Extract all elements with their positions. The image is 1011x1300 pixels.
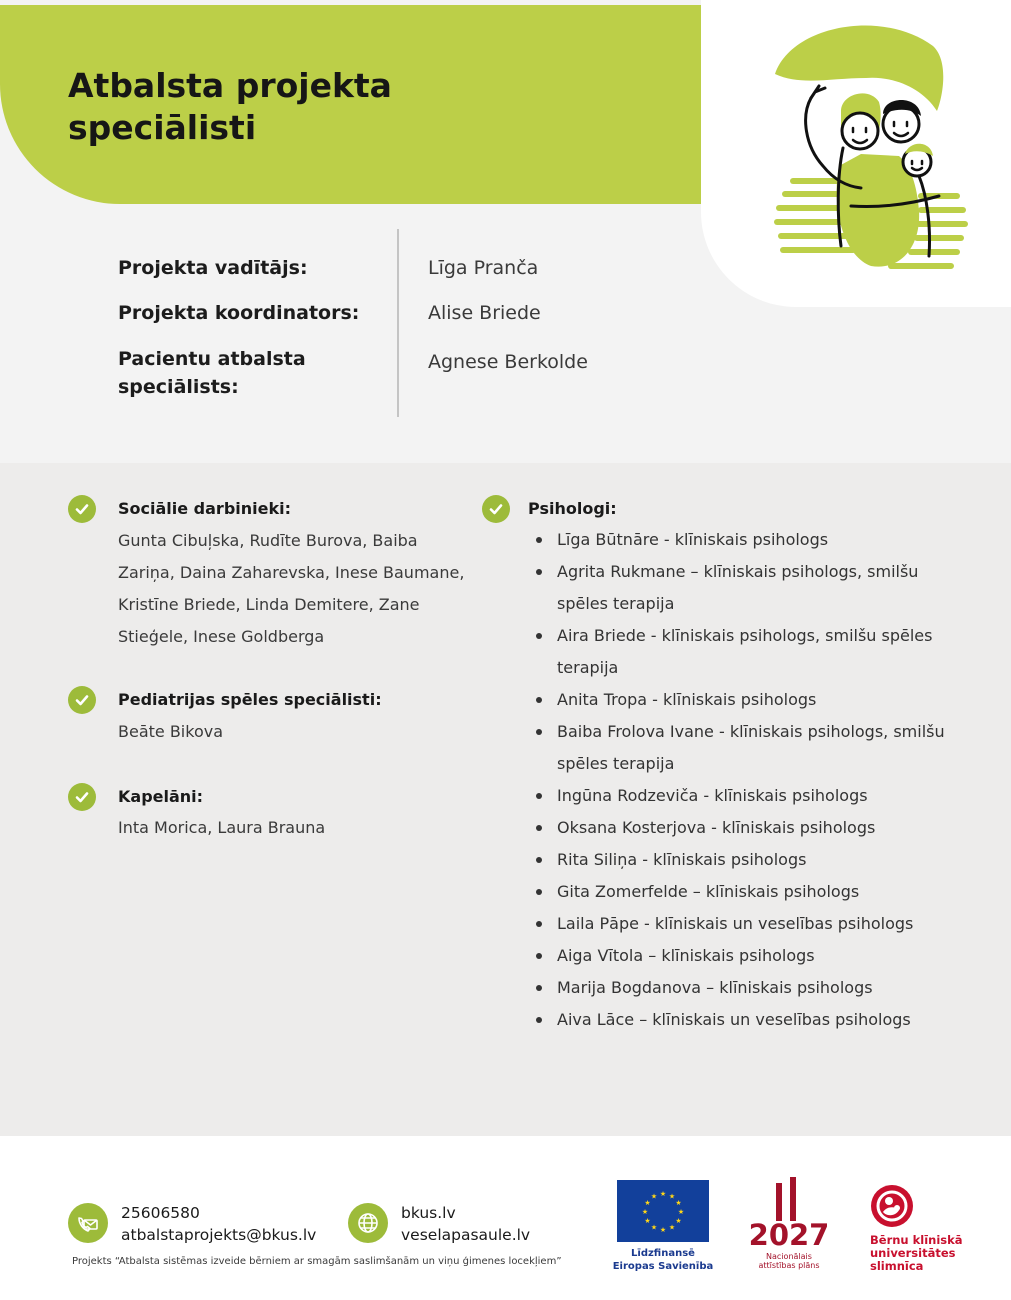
svg-text:★: ★ [659, 1226, 667, 1234]
psychologists-heading: Psihologi: [528, 499, 617, 518]
list-item: Marija Bogdanova – klīniskais psihologs [530, 972, 970, 1004]
list-item: Anita Tropa - klīniskais psihologs [530, 684, 970, 716]
hospital-logo [870, 1184, 914, 1228]
list-item: Baiba Frolova Ivane - klīniskais psihologs, smilšu spēles terapija [530, 716, 970, 780]
eu-caption-line1: Līdzfinansē [631, 1248, 695, 1259]
national-plan-caption-line1: Nacionālais [766, 1252, 812, 1261]
family-umbrella-illustration [771, 16, 971, 281]
phone-mail-icon [68, 1203, 108, 1243]
check-icon [68, 686, 96, 714]
eu-caption-line2: Eiropas Savienība [612, 1261, 714, 1272]
play-specialists-names: Beāte Bikova [118, 722, 224, 741]
hospital-name-line2: universitātes [870, 1246, 956, 1260]
svg-text:★: ★ [668, 1192, 676, 1201]
check-icon [68, 783, 96, 811]
list-item: Gita Zomerfelde – klīniskais psihologs [530, 876, 970, 908]
list-item: Aiva Lāce – klīniskais un veselības psihologs [530, 1004, 970, 1036]
svg-text:★: ★ [675, 1199, 682, 1207]
svg-text:★: ★ [668, 1223, 676, 1232]
role-value-support: Agnese Berkolde [428, 351, 588, 373]
list-item: Aiga Vītola – klīniskais psihologs [530, 940, 970, 972]
role-value-leader: Līga Pranča [428, 257, 539, 279]
svg-text:★: ★ [650, 1223, 658, 1232]
chaplains-names: Inta Morica, Laura Brauna [118, 818, 326, 837]
svg-text:★: ★ [675, 1217, 682, 1225]
svg-text:★: ★ [677, 1208, 685, 1216]
national-plan-logo [772, 1177, 802, 1221]
check-icon [482, 495, 510, 523]
role-value-coordinator: Alise Briede [428, 302, 541, 324]
hospital-name-line3: slimnīca [870, 1259, 924, 1273]
project-note: Projekts “Atbalsta sistēmas izveide bērniem ar smagām saslimšanām un viņu ģimenes locekļiem” [72, 1256, 562, 1267]
eu-flag-logo [617, 1180, 709, 1242]
footer-phone[interactable]: 25606580 [121, 1204, 200, 1222]
role-divider [397, 229, 399, 417]
role-label-coordinator: Projekta koordinators: [118, 302, 360, 324]
eu-caption [600, 1247, 726, 1273]
footer-website-veselapasaule[interactable]: veselapasaule.lv [401, 1226, 531, 1244]
national-plan-caption [745, 1252, 833, 1270]
national-plan-year: 2027 [748, 1218, 830, 1252]
play-specialists-heading: Pediatrijas spēles speciālisti: [118, 690, 382, 709]
national-plan-caption-line2: attīstības plāns [758, 1261, 820, 1270]
svg-text:★: ★ [644, 1217, 651, 1225]
page-title: Atbalsta projekta speciālisti [68, 66, 392, 147]
list-item: Ingūna Rodzeviča - klīniskais psihologs [530, 780, 970, 812]
list-item: Līga Būtnāre - klīniskais psihologs [530, 524, 970, 556]
hospital-name [870, 1234, 980, 1273]
list-item: Rita Siliņa - klīniskais psihologs [530, 844, 970, 876]
chaplains-heading: Kapelāni: [118, 787, 204, 806]
role-label-leader: Projekta vadītājs: [118, 257, 308, 279]
role-label-support: Pacientu atbalsta speciālists: [118, 348, 306, 398]
list-item: Oksana Kosterjova - klīniskais psihologs [530, 812, 970, 844]
svg-text:★: ★ [650, 1192, 658, 1201]
social-workers-names: Gunta Cibuļska, Rudīte Burova, Baiba Zariņa, Daina Zaharevska, Inese Baumane, Kristīne Briede, Linda Demitere, Zane Stieģele, Inese Goldberga [118, 531, 465, 646]
check-icon [68, 495, 96, 523]
list-item: Laila Pāpe - klīniskais un veselības psihologs [530, 908, 970, 940]
svg-text:★: ★ [641, 1208, 649, 1216]
svg-text:★: ★ [644, 1199, 651, 1207]
hospital-name-line1: Bērnu klīniskā [870, 1233, 963, 1247]
social-workers-heading: Sociālie darbinieki: [118, 499, 291, 518]
footer-email[interactable]: atbalstaprojekts@bkus.lv [121, 1226, 317, 1244]
psychologists-list [530, 524, 970, 1036]
svg-text:★: ★ [659, 1190, 667, 1198]
footer-website-bkus[interactable]: bkus.lv [401, 1204, 456, 1222]
illustration-panel [701, 0, 1011, 307]
list-item: Agrita Rukmane – klīniskais psihologs, smilšu spēles terapija [530, 556, 970, 620]
list-item: Aira Briede - klīniskais psihologs, smilšu spēles terapija [530, 620, 970, 684]
title-banner [0, 5, 701, 204]
globe-icon [348, 1203, 388, 1243]
